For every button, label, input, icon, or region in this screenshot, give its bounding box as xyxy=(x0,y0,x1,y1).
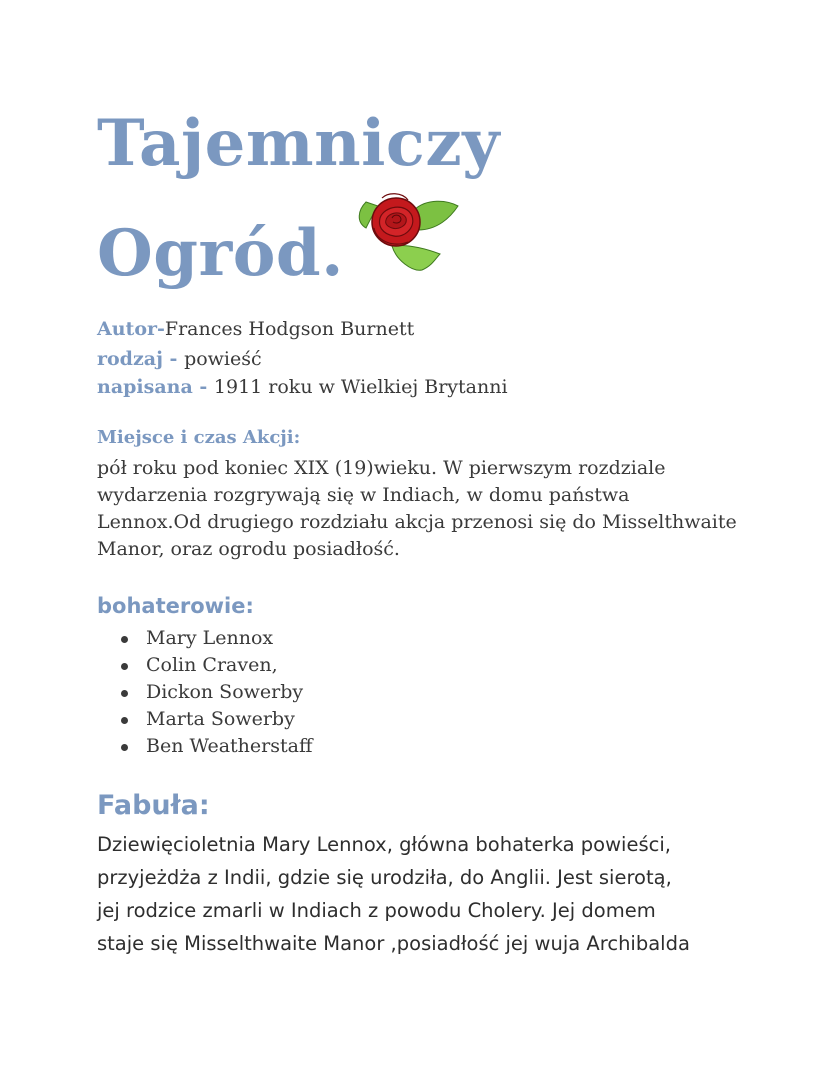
author-value: Frances Hodgson Burnett xyxy=(164,318,415,340)
character-name: Dickon Sowerby xyxy=(146,681,304,703)
plot-line: przyjeżdża z Indii, gdzie się urodziła, do Anglii. Jest sierotą, xyxy=(97,866,672,889)
list-item xyxy=(97,679,312,706)
genre-value: powieść xyxy=(184,348,262,370)
bullet-icon xyxy=(121,663,128,670)
characters-heading: bohaterowie: xyxy=(97,594,254,618)
written-label: napisana - xyxy=(97,376,214,398)
list-item xyxy=(97,652,312,679)
rose-leaf-bottom xyxy=(392,245,440,270)
character-name: Colin Craven, xyxy=(146,654,278,676)
genre-line xyxy=(97,345,262,373)
setting-text: pół roku pod koniec XIX (19)wieku. W pierwszym rozdziale wydarzenia rozgrywają się w Indiach, w domu państwa Lennox.Od drugiego rozdziału akcja przenosi się do Misselthwaite Manor, oraz ogrodu posiadłość. xyxy=(97,457,737,560)
plot-line: Dziewięcioletnia Mary Lennox, główna bohaterka powieści, xyxy=(97,833,671,856)
genre-label: rodzaj - xyxy=(97,348,185,370)
title-line-1: Tajemniczy xyxy=(97,106,500,181)
plot-text xyxy=(97,828,757,960)
plot-line: jej rodzice zmarli w Indiach z powodu Cholery. Jej domem xyxy=(97,899,656,922)
list-item xyxy=(97,733,312,760)
bullet-icon xyxy=(121,744,128,751)
rose-icon xyxy=(352,188,462,274)
plot-line: staje się Misselthwaite Manor ,posiadłość jej wuja Archibalda xyxy=(97,932,690,955)
title-line-2: Ogród. xyxy=(97,216,344,291)
bullet-icon xyxy=(121,717,128,724)
author-line xyxy=(97,315,414,343)
bullet-icon xyxy=(121,636,128,643)
character-name: Marta Sowerby xyxy=(146,708,295,730)
characters-list xyxy=(97,625,312,760)
written-line xyxy=(97,373,508,401)
author-label: Autor- xyxy=(97,318,165,340)
written-value: 1911 roku w Wielkiej Brytanni xyxy=(213,376,508,398)
bullet-icon xyxy=(121,690,128,697)
character-name: Ben Weatherstaff xyxy=(146,735,313,757)
plot-heading: Fabuła: xyxy=(97,790,210,821)
list-item xyxy=(97,706,312,733)
character-name: Mary Lennox xyxy=(146,627,274,649)
rose-leaf-right xyxy=(414,201,458,230)
list-item xyxy=(97,625,312,652)
setting-label: Miejsce i czas Akcji: xyxy=(97,427,301,448)
